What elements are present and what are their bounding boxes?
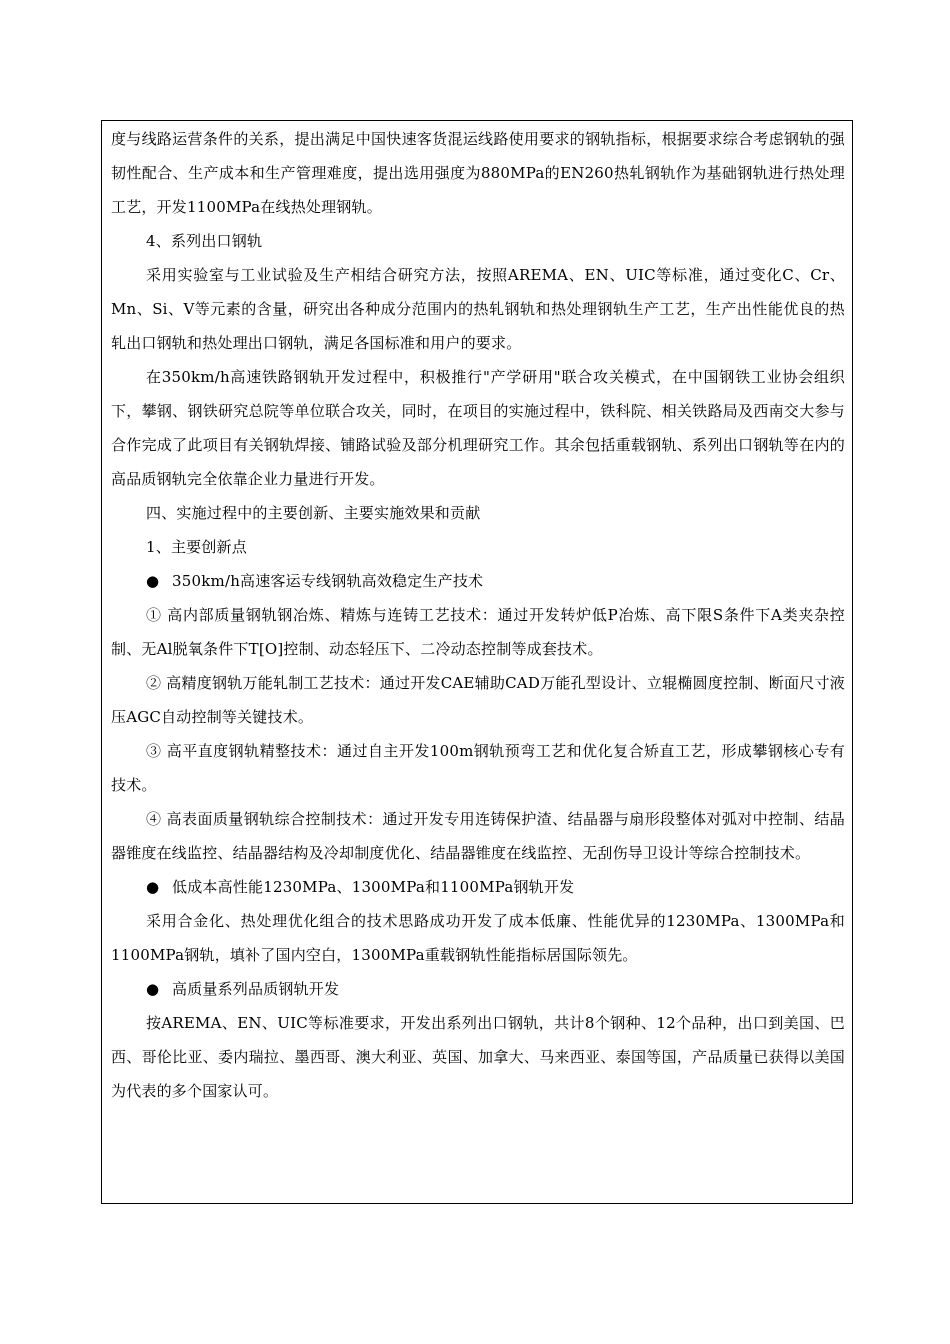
paragraph-innovation-4: ④ 高表面质量钢轨综合控制技术：通过开发专用连铸保护渣、结晶器与扇形段整体对弧对中控制、结晶器锥度在线监控、结晶器结构及冷却制度优化、结晶器锥度在线监控、无刮伤导卫设计等综合控制技术。 xyxy=(111,810,845,862)
paragraph-innovation-1: ① 高内部质量钢轨钢冶炼、精炼与连铸工艺技术：通过开发转炉低P冶炼、高下限S条件下A类夹杂控制、无Al脱氧条件下T[O]控制、动态轻压下、二冷动态控制等成套技术。 xyxy=(111,606,845,658)
bullet-text: 高质量系列品质钢轨开发 xyxy=(172,980,340,998)
bullet-dot-icon: ● xyxy=(146,572,160,590)
bullet-item-quality-rail xyxy=(111,972,845,1006)
bullet-item-high-speed-rail xyxy=(111,564,845,598)
bullet-item-low-cost-rail xyxy=(111,870,845,904)
heading-section-four: 四、实施过程中的主要创新、主要实施效果和贡献 xyxy=(146,504,481,522)
bullet-text: 低成本高性能1230MPa、1300MPa和1100MPa钢轨开发 xyxy=(172,878,575,896)
paragraph-quality-rail: 按AREMA、EN、UIC等标准要求，开发出系列出口钢轨，共计8个钢种、12个品种，出口到美国、巴西、哥伦比亚、委内瑞拉、墨西哥、澳大利亚、英国、加拿大、马来西亚、泰国等国，产品质量已获得以美国为代表的多个国家认可。 xyxy=(111,1014,845,1100)
paragraph-rail-spec-continued: 度与线路运营条件的关系，提出满足中国快速客货混运线路使用要求的钢轨指标，根据要求综合考虑钢轨的强韧性配合、生产成本和生产管理难度，提出选用强度为880MPa的EN260热轧钢轨作为基础钢轨进行热处理工艺，开发1100MPa在线热处理钢轨。 xyxy=(111,130,845,216)
paragraph-low-cost-rail: 采用合金化、热处理优化组合的技术思路成功开发了成本低廉、性能优异的1230MPa、1300MPa和1100MPa钢轨，填补了国内空白，1300MPa重载钢轨性能指标居国际领先。 xyxy=(111,912,845,964)
bullet-dot-icon: ● xyxy=(146,980,160,998)
paragraph-collaboration: 在350km/h高速铁路钢轨开发过程中，积极推行"产学研用"联合攻关模式，在中国钢铁工业协会组织下，攀钢、钢铁研究总院等单位联合攻关，同时，在项目的实施过程中，铁科院、相关铁路局及西南交大参与合作完成了此项目有关钢轨焊接、铺路试验及部分机理研究工作。其余包括重载钢轨、系列出口钢轨等在内的高品质钢轨完全依靠企业力量进行开发。 xyxy=(111,368,845,488)
paragraph-export-rails: 采用实验室与工业试验及生产相结合研究方法，按照AREMA、EN、UIC等标准，通过变化C、Cr、Mn、Si、V等元素的含量，研究出各种成分范围内的热轧钢轨和热处理钢轨生产工艺，生产出性能优良的热轧出口钢轨和热处理出口钢轨，满足各国标准和用户的要求。 xyxy=(111,266,845,352)
bullet-text: 350km/h高速客运专线钢轨高效稳定生产技术 xyxy=(172,572,484,590)
document-body xyxy=(111,122,845,1108)
heading-main-innovations: 1、主要创新点 xyxy=(146,538,247,556)
paragraph-innovation-2: ② 高精度钢轨万能轧制工艺技术：通过开发CAE辅助CAD万能孔型设计、立辊椭圆度控制、断面尺寸液压AGC自动控制等关键技术。 xyxy=(111,674,845,726)
bullet-dot-icon: ● xyxy=(146,878,160,896)
heading-export-rails: 4、系列出口钢轨 xyxy=(146,232,263,250)
paragraph-innovation-3: ③ 高平直度钢轨精整技术：通过自主开发100m钢轨预弯工艺和优化复合矫直工艺，形成攀钢核心专有技术。 xyxy=(111,742,845,794)
